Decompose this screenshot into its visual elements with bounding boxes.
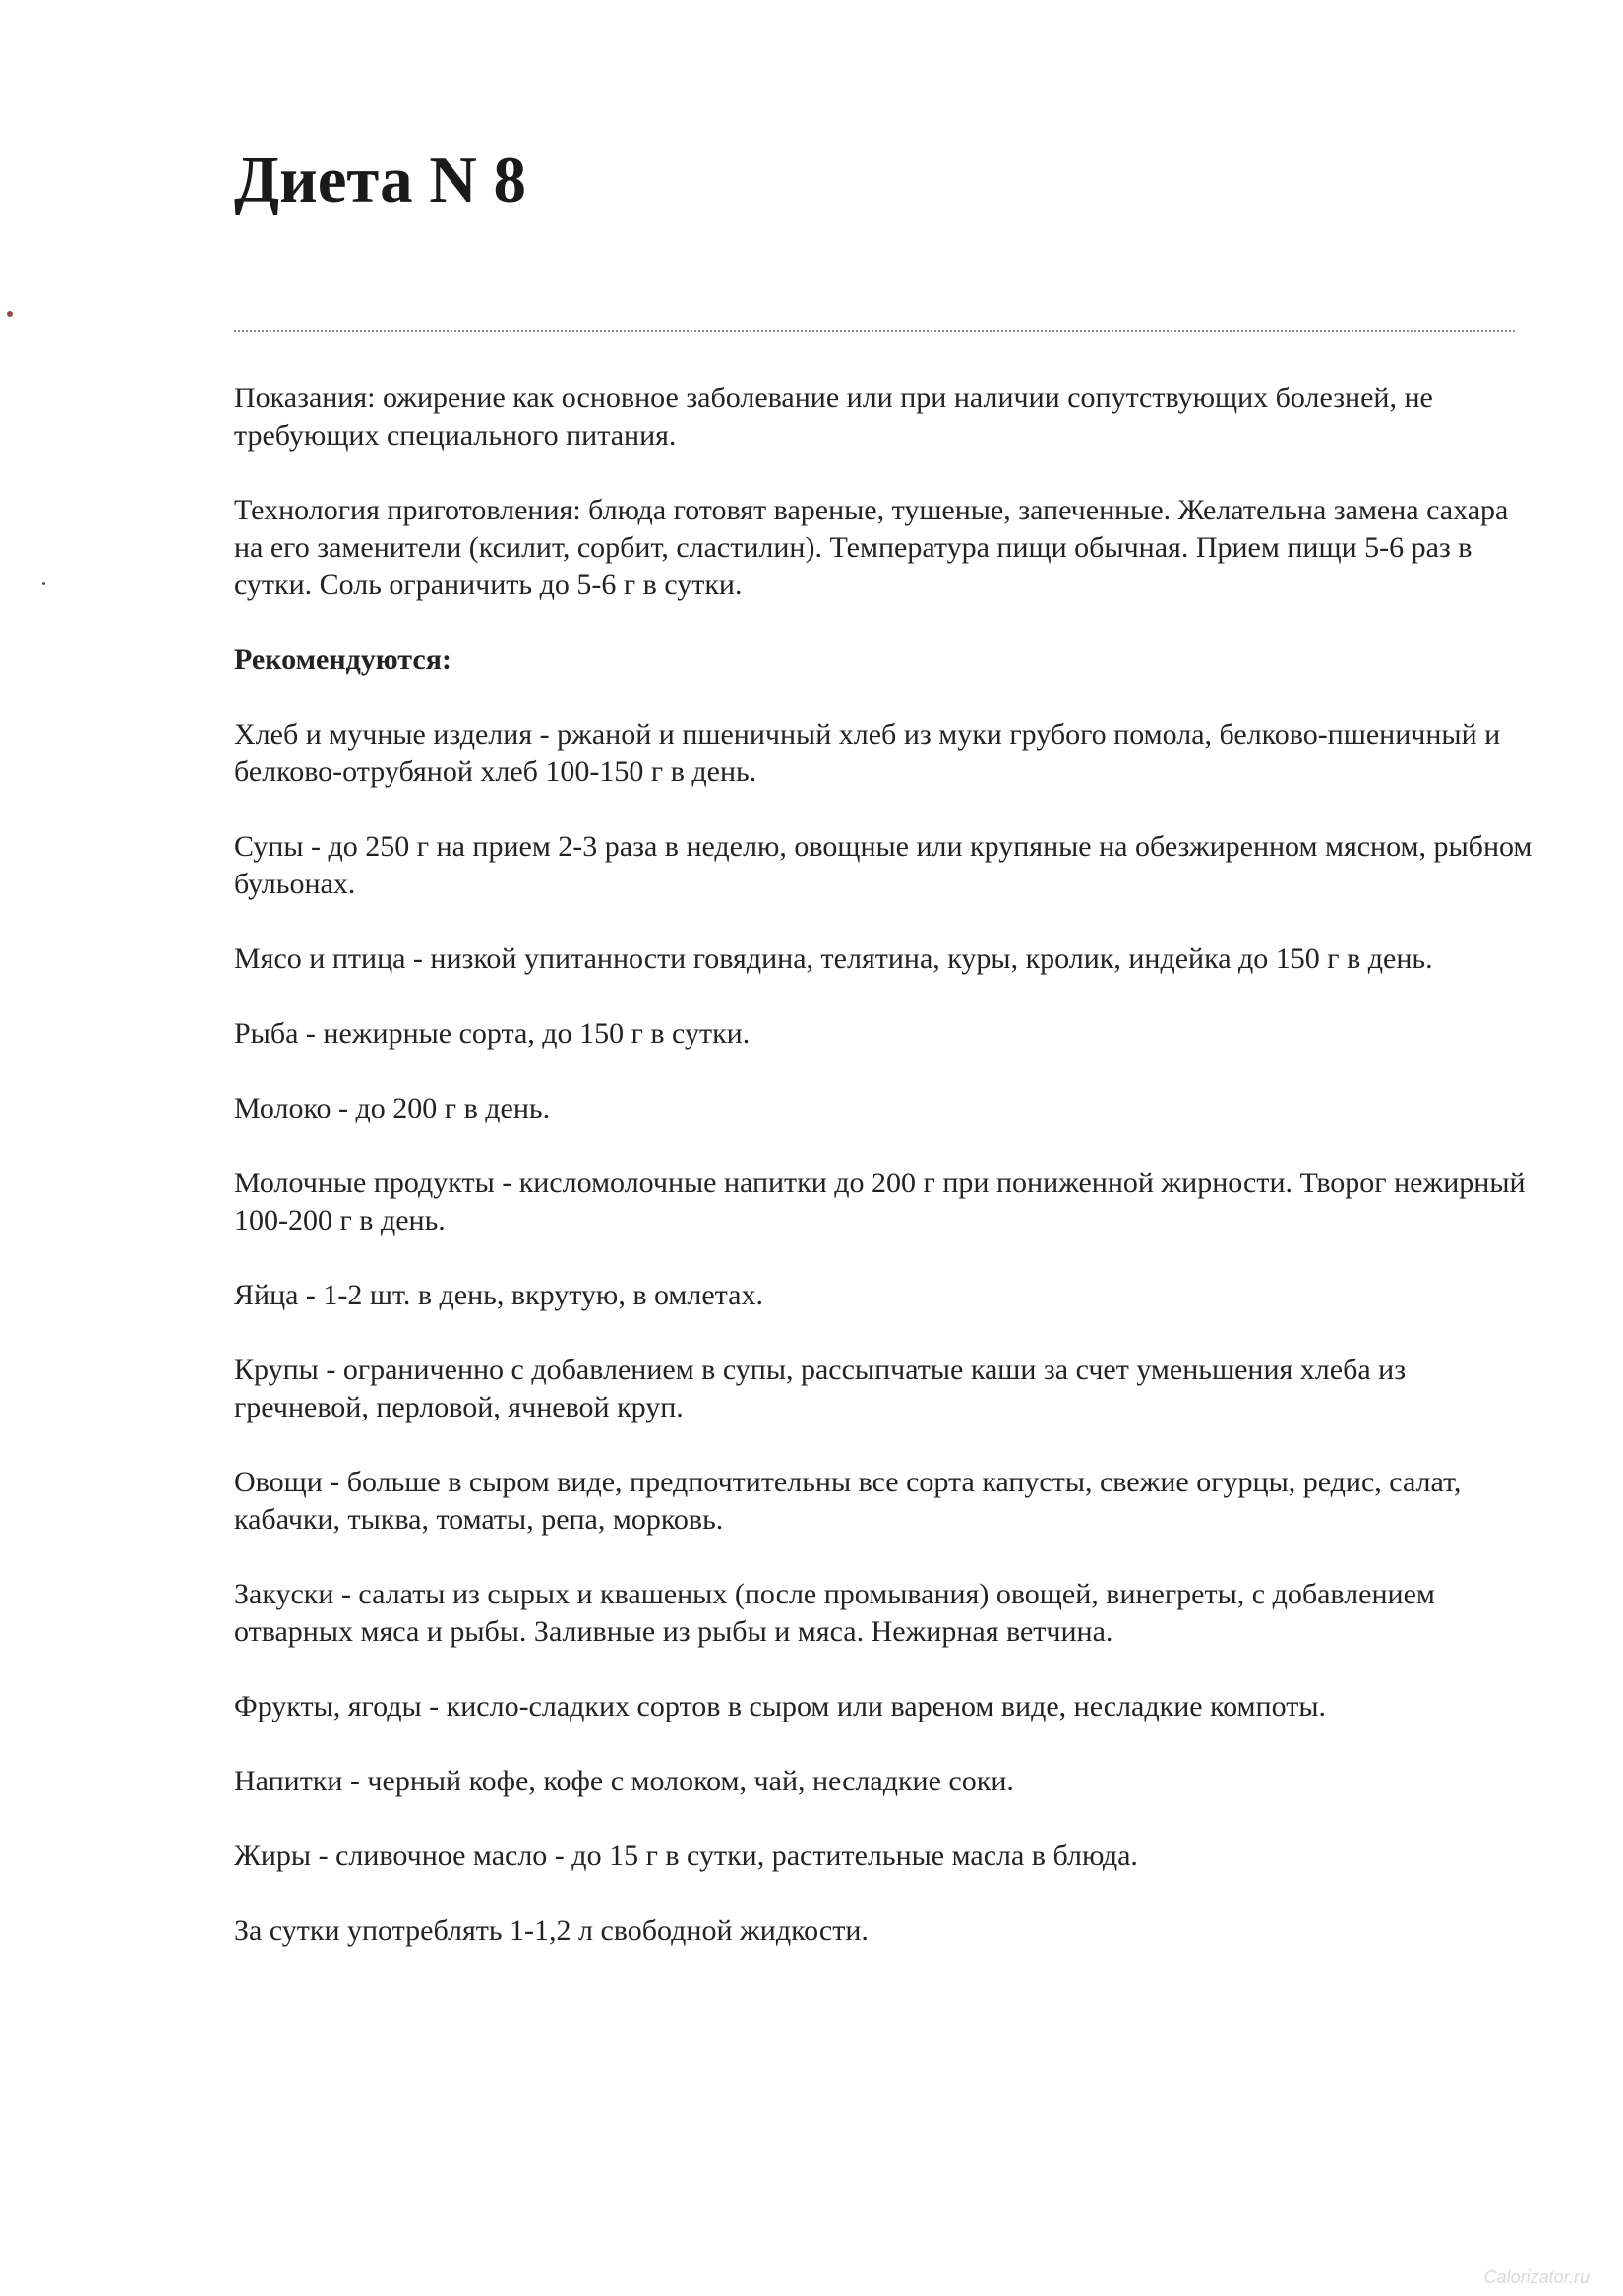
watermark-text: Calorizator.ru bbox=[1483, 2267, 1590, 2287]
soups-paragraph: Супы - до 250 г на прием 2-3 раза в неделю, овощные или крупяные на обезжиренном мясном, рыбном бульонах. bbox=[234, 830, 1533, 900]
drinks-paragraph: Напитки - черный кофе, кофе с молоком, чай, несладкие соки. bbox=[234, 1765, 1014, 1797]
fish-paragraph: Рыба - нежирные сорта, до 150 г в сутки. bbox=[234, 1017, 751, 1050]
bread-paragraph: Хлеб и мучные изделия - ржаной и пшеничный хлеб из муки грубого помола, белково-пшеничный и белково-отрубяной хлеб 100-150 г в день. bbox=[234, 718, 1501, 788]
indications-paragraph: Показания: ожирение как основное заболевание или при наличии сопутствующих болезней, не требующих специального питания. bbox=[234, 382, 1433, 452]
document-body bbox=[234, 380, 1542, 1950]
eggs-paragraph: Яйца - 1-2 шт. в день, вкрутую, в омлетах. bbox=[234, 1279, 763, 1311]
snacks-paragraph: Закуски - салаты из сырых и квашеных (после промывания) овощей, винегреты, с добавлением отварных мяса и рыбы. Заливные из рыбы и мяса. Нежирная ветчина. bbox=[234, 1578, 1435, 1648]
milk-paragraph: Молоко - до 200 г в день. bbox=[234, 1092, 551, 1124]
fruits-berries-paragraph: Фрукты, ягоды - кисло-сладких сортов в сыром или вареном виде, несладкие компоты. bbox=[234, 1690, 1326, 1722]
scan-smudge bbox=[7, 311, 13, 317]
fats-paragraph: Жиры - сливочное масло - до 15 г в сутки, растительные масла в блюда. bbox=[234, 1840, 1138, 1872]
title-divider bbox=[234, 330, 1515, 332]
page-title: Диета N 8 bbox=[234, 144, 527, 216]
recommended-heading: Рекомендуются: bbox=[234, 643, 451, 676]
cereals-paragraph: Крупы - ограниченно с добавлением в супы, рассыпчатые каши за счет уменьшения хлеба из гречневой, перловой, ячневой круп. bbox=[234, 1354, 1407, 1423]
fluid-intake-paragraph: За сутки употреблять 1-1,2 л свободной жидкости. bbox=[234, 1914, 869, 1947]
dairy-products-paragraph: Молочные продукты - кисломолочные напитки до 200 г при пониженной жирности. Творог нежирный 100-200 г в день. bbox=[234, 1167, 1526, 1237]
meat-poultry-paragraph: Мясо и птица - низкой упитанности говядина, телятина, куры, кролик, индейка до 150 г в день. bbox=[234, 942, 1433, 975]
cooking-technology-paragraph: Технология приготовления: блюда готовят вареные, тушеные, запеченные. Желательна замена сахара на его заменители (ксилит, сорбит, сластилин). Температура пищи обычная. Прием пищи 5-6 раз в сутки. Соль ограничить до 5-6 г в сутки. bbox=[234, 494, 1509, 601]
scan-speck bbox=[42, 582, 45, 585]
vegetables-paragraph: Овощи - больше в сыром виде, предпочтительны все сорта капусты, свежие огурцы, редис, салат, кабачки, тыква, томаты, репа, морковь. bbox=[234, 1466, 1462, 1536]
